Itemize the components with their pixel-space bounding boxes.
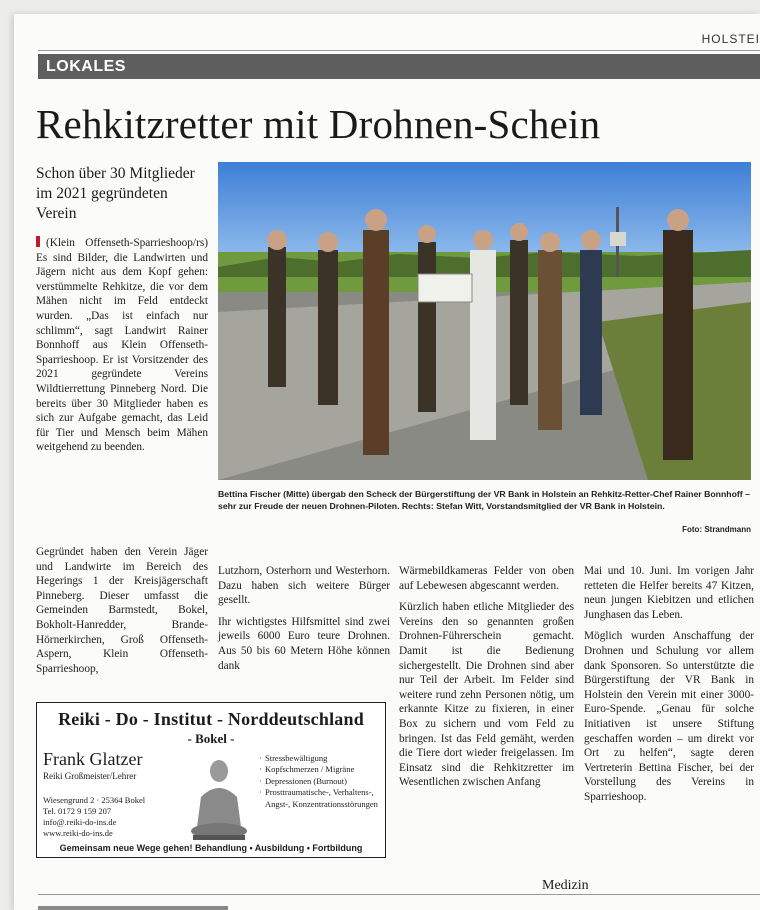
paragraph: Mai und 10. Juni. Im vorigen Jahr retteten die Helfer bereits 47 Kitzen, neun jungen Kiebitzen und etlichen Junghasen das Leben. <box>584 565 754 621</box>
article-column-2 <box>218 564 390 680</box>
section-bar <box>38 54 760 79</box>
article-headline: Rehkitzretter mit Drohnen-Schein <box>36 101 601 147</box>
ad-person-name: Frank Glatzer <box>43 749 143 769</box>
ad-subtitle: - Bokel - <box>187 731 235 746</box>
bottom-bar <box>38 906 228 910</box>
ad-email: info@.reiki-do-ins.de <box>43 817 117 827</box>
ad-website: www.reiki-do-ins.de <box>43 828 113 838</box>
intro-text: (Klein Offenseth-Sparrieshoop/rs) Es sind Bilder, die Landwirten und Jägern nicht aus dem Kopf gehen: verstümmelte Rehkitze, die vor dem Mähen nicht im Feld entdeckt wurden. „Das ist einfach nur schlimm“, sagt Landwirt Rainer Bonnhoff aus Klein Offenseth-Sparrieshoop. Er ist Vorsitzender des 2021 gegründete Vereins Wildtierrettung Pinneberg Nord. Die bereits über 30 Mitglieder haben es sich zur Aufgabe gemacht, das Leid für Tier und Mensch beim Mähen weitgehend zu beenden. <box>36 237 208 454</box>
ad-service-item: · Depressionen (Burnout) <box>259 776 383 787</box>
paragraph: Wärmebildkameras Felder von oben auf Lebewesen abgescannt werden. <box>399 565 574 592</box>
top-rule <box>38 50 760 51</box>
next-section-label: Medizin <box>542 878 589 893</box>
paragraph: Lutzhorn, Osterhorn und Westerhorn. Dazu haben sich weitere Bürger gesellt. <box>218 565 390 607</box>
ad-address-line: Wiesengrund 2 · 25364 Bokel <box>43 795 146 805</box>
paragraph: Kürzlich haben etliche Mitglieder des Vereins den so genannten großen Drohnen-Führerschein gemacht. Damit ist die Bedienung sichergestellt. Die Drohnen sind aber nur Teil der Arbeit. Im Felder sind weitere rund zehn Personen nötig, um erkannte Kitze zu fixieren, in einer Box zu sichern und vom Feld zu bringen. Ist das Feld gemäht, werden die Tiere dort wieder freigelassen. Im Einsatz sind die Rehkitzretter im Wesentlichen zwischen Anfang <box>399 601 574 789</box>
bottom-rule <box>38 894 760 895</box>
article-subhead: Schon über 30 Mitglieder im 2021 gegründeten Verein <box>36 165 195 222</box>
advertisement-box <box>36 702 386 858</box>
ad-service-item: · Prosttraumatische-, Verhaltens-, Angst-, Konzentrationsstörungen <box>259 787 383 810</box>
article-photo <box>218 162 751 480</box>
section-label: LOKALES <box>46 58 126 75</box>
article-column-3 <box>399 564 574 797</box>
paragraph-marker <box>36 236 40 247</box>
ad-services-list <box>259 753 383 810</box>
photo-credit: Foto: Strandmann <box>682 525 751 534</box>
newspaper-page <box>14 14 760 910</box>
ad-service-item: · Stressbewältigung <box>259 753 383 764</box>
photo-caption <box>218 488 751 534</box>
ad-title: Reiki - Do - Institut - Norddeutschland <box>58 709 364 729</box>
ad-footer: Gemeinsam neue Wege gehen! Behandlung • Ausbildung • Fortbildung <box>59 843 363 853</box>
ad-person-role: Reiki Großmeister/Lehrer <box>43 771 137 781</box>
article-column-1: Gegründet haben den Verein Jäger und Landwirte im Bereich des Hegerings 1 der Kreisjägerschaft Pinneberg. Dieser umfasst die Gemeinden Barmstedt, Bokel, Bokholt-Hanredder, Brande-Hörnerkirchen, Groß Offenseth-Aspern, Klein Offenseth-Sparrieshoop, <box>36 546 208 675</box>
article-column-intro <box>36 236 208 455</box>
ad-address <box>43 795 145 839</box>
paragraph: Ihr wichtigstes Hilfsmittel sind zwei jeweils 6000 Euro teure Drohnen. Aus 50 bis 60 Metern Höhe können dank <box>218 615 390 672</box>
caption-text: Bettina Fischer (Mitte) übergab den Scheck der Bürgerstiftung der VR Bank in Holstein an Rehkitz-Retter-Chef Rainer Bonnhoff – sehr zur Freude der neuen Drohnen-Piloten. Rechts: Stefan Witt, Vorstandsmitglied der VR Bank in Holstein. <box>218 489 750 511</box>
masthead-label: HOLSTEI <box>701 32 760 46</box>
paragraph: Möglich wurden Anschaffung der Drohnen und Schulung vor allem dank Sponsoren. So unterstützte die Bürgerstiftung der VR Bank in Holstein den Verein mit einer 3000-Euro-Spende. „Genau für solche Initiativen ist unsere Stiftung geschaffen worden – um direkt vor Ort zu helfen“, sagte deren Vertreterin Bettina Fischer, bei der Vorstellung des Vereins in Sparrieshoop. <box>584 630 754 803</box>
buddha-icon <box>187 757 251 841</box>
ad-phone: Tel. 0172 9 159 207 <box>43 806 112 816</box>
ad-service-item: · Kopfschmerzen / Migräne <box>259 764 383 775</box>
article-column-4 <box>584 564 754 812</box>
